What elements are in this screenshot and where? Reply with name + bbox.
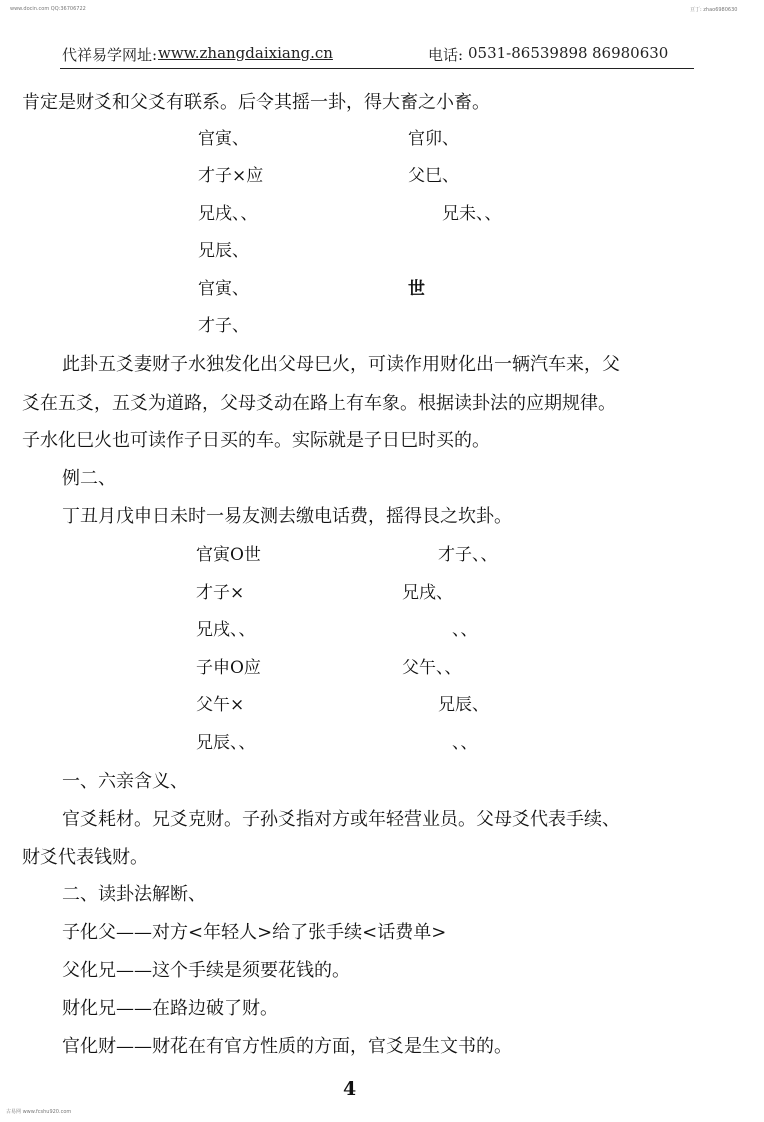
hex1-right-line: 官卯、 [408, 129, 459, 149]
hex1-right-line: 父巳、 [408, 166, 459, 186]
top-left-watermark: www.docin.com QQ:36706722 [10, 6, 86, 12]
para1-line: 此卦五爻妻财子水独发化出父母巳火，可读作用财化出一辆汽车来，父 [62, 354, 620, 375]
hex2-left-line: 父午× [196, 695, 245, 715]
phone-2: 86980630 [592, 44, 669, 62]
reading-line: 财化兄——在路边破了财。 [62, 998, 278, 1019]
hex2-right-line: 才子、、 [438, 545, 498, 565]
phone-label: 电话: [428, 46, 464, 64]
hex2-left-line: 子申O应 [196, 658, 261, 678]
section2-title: 二、读卦法解断、 [62, 884, 206, 905]
example-desc: 丁丑月戊申日未时一易友测去缴电话费，摇得艮之坎卦。 [62, 506, 512, 527]
hex2-right-line: 兄辰、 [438, 695, 489, 715]
hex1-left-line: 官寅、 [198, 279, 249, 299]
hex2-right-line: 、、 [452, 733, 478, 753]
hex2-right-line: 父午、、 [402, 658, 462, 678]
top-right-watermark: 豆丁: zhao6980630 [690, 7, 738, 13]
hex2-right-line: 、、 [452, 620, 478, 640]
reading-line: 官化财——财花在有官方性质的方面，官爻是生文书的。 [62, 1036, 512, 1057]
site-label: 代祥易学网址: [62, 46, 158, 64]
header-rule [60, 68, 694, 69]
bottom-left-watermark: 古易网 www.fcshu920.com [6, 1109, 72, 1115]
hex1-left-line: 兄辰、 [198, 241, 249, 261]
section1-title: 一、六亲含义、 [62, 771, 188, 792]
page-number: 4 [343, 1078, 357, 1100]
hex2-left-line: 才子× [196, 583, 245, 603]
hex2-left-line: 兄戌、、 [196, 620, 256, 640]
site-url: www.zhangdaixiang.cn [158, 44, 333, 62]
reading-line: 子化父——对方<年轻人>给了张手续<话费单> [62, 922, 447, 943]
hex1-left-line: 兄戌、、 [198, 204, 258, 224]
hex1-left-line: 才子、 [198, 316, 249, 336]
hex2-right-line: 兄戌、 [402, 583, 453, 603]
hex1-left-line: 官寅、 [198, 129, 249, 149]
hex1-left-line: 才子×应 [198, 166, 264, 186]
phone-1: 0531-86539898 [468, 44, 588, 62]
hex1-shi-marker: 世 [408, 279, 425, 299]
hex2-left-line: 兄辰、、 [196, 733, 256, 753]
para1-line: 子水化巳火也可读作子日买的车。实际就是子日巳时买的。 [22, 430, 490, 451]
section1-body-line: 官爻耗材。兄爻克财。子孙爻指对方或年轻营业员。父母爻代表手续、 [62, 809, 620, 830]
reading-line: 父化兄——这个手续是须要花钱的。 [62, 960, 350, 981]
hex2-left-line: 官寅O世 [196, 545, 261, 565]
section1-body-line: 财爻代表钱财。 [22, 847, 148, 868]
para1-line: 爻在五爻，五爻为道路，父母爻动在路上有车象。根据读卦法的应期规律。 [22, 393, 616, 414]
intro-line: 肯定是财爻和父爻有联系。后令其摇一卦，得大畜之小畜。 [22, 92, 490, 113]
example-title: 例二、 [62, 468, 116, 489]
hex1-right-line: 兄未、、 [442, 204, 502, 224]
